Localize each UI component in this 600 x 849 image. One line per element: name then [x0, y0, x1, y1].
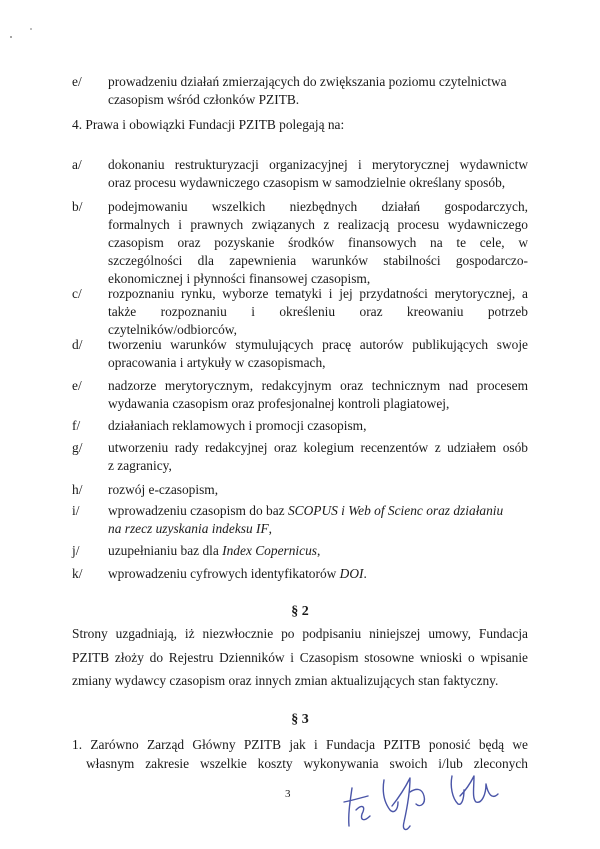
- list-text: ekonomicznej i płynności finansowej czasopism,: [108, 271, 371, 286]
- list-label: f/: [72, 418, 81, 433]
- initial-stroke: [383, 778, 410, 829]
- list-text: czytelników/odbiorców,: [108, 322, 237, 337]
- list-label: i/: [72, 503, 80, 518]
- list-label: e/: [72, 74, 82, 89]
- list-label: g/: [72, 440, 83, 455]
- list-label: b/: [72, 199, 83, 214]
- list-text: dokonaniu restrukturyzacji organizacyjnej i merytorycznej wydawnictw: [108, 157, 528, 172]
- section-heading: § 2: [291, 604, 309, 619]
- list-text: [108, 566, 367, 582]
- page-number: 3: [285, 788, 291, 800]
- list-text-plain: uzupełnianiu baz dla: [108, 543, 223, 558]
- list-label: h/: [72, 482, 83, 497]
- list-text: nadzorze merytorycznym, redakcyjnym oraz technicznym nad procesem: [108, 378, 528, 393]
- list-text-italic: Index Copernicus: [222, 543, 317, 558]
- list-text: [108, 503, 503, 519]
- list-text: wydawania czasopism oraz profesjonalnej kontroli plagiatowej,: [108, 396, 450, 411]
- section-heading: § 3: [291, 712, 309, 727]
- list-text: prowadzeniu działań zmierzających do zwiększania poziomu czytelnictwa: [108, 74, 507, 89]
- list-text-italic: na rzecz uzyskania indeksu IF: [108, 521, 269, 536]
- list-label: k/: [72, 566, 83, 581]
- list-text: czasopism oraz pozyskanie środków finansowych na te cele, w: [108, 235, 528, 250]
- list-text: opracowania i artykuły w czasopismach,: [108, 355, 326, 370]
- list-text: rozpoznaniu rynku, wyborze tematyki i jej przydatności merytorycznej, a: [108, 286, 528, 301]
- list-label: c/: [72, 286, 82, 301]
- paragraph-line: Strony uzgadniają, iż niezwłocznie po podpisaniu niniejszej umowy, Fundacja: [72, 626, 528, 641]
- paragraph-line: 1. Zarówno Zarząd Główny PZITB jak i Fundacja PZITB ponosić będą we: [72, 737, 528, 752]
- list-text-plain: .: [363, 566, 367, 581]
- list-text-plain: ,: [268, 521, 273, 536]
- list-text-italic: DOI: [339, 566, 364, 581]
- list-text: tworzeniu warunków stymulujących pracę autorów publikujących swoje: [108, 337, 528, 352]
- list-text: utworzeniu rady redakcyjnej oraz kolegium recenzentów z udziałem osób: [108, 440, 528, 455]
- paragraph-line: własnym zakresie wszelkie koszty wykonywania swoich i/lub zleconych: [86, 756, 528, 771]
- initial-stroke: [344, 788, 370, 826]
- paragraph-line: PZITB złoży do Rejestru Dzienników i Czasopism stosowne wnioski o wpisanie: [72, 650, 528, 665]
- list-text-plain: ,: [316, 543, 321, 558]
- list-text-plain: wprowadzeniu czasopism do baz: [108, 503, 288, 518]
- initial-stroke: [451, 776, 498, 804]
- list-text-italic: SCOPUS i Web of Scienc oraz działaniu: [287, 503, 504, 518]
- scan-speck: [30, 28, 32, 30]
- handwritten-initials: [340, 770, 510, 840]
- list-text: oraz procesu wydawniczego czasopism w samodzielnie określany sposób,: [108, 175, 506, 190]
- list-text-plain: wprowadzeniu cyfrowych identyfikatorów: [108, 566, 340, 581]
- list-text: działaniach reklamowych i promocji czasopism,: [108, 418, 367, 433]
- list-text: czasopism wśród członków PZITB.: [108, 92, 300, 107]
- list-label: j/: [72, 543, 80, 558]
- list-text: [108, 521, 272, 537]
- list-text: podejmowaniu wszelkich niezbędnych działań gospodarczych,: [108, 199, 528, 214]
- list-text: szczególności dla zapewnienia warunków stabilności gospodarczo-: [108, 253, 528, 268]
- paragraph-line: zmiany wydawcy czasopism oraz innych zmian aktualizujących stan faktyczny.: [72, 673, 499, 688]
- list-text: formalnych i prawnych związanych z realizacją procesu wydawniczego: [108, 217, 528, 232]
- scan-speck: [10, 36, 12, 38]
- list-text: także rozpoznaniu i określeniu oraz kreowaniu potrzeb: [108, 304, 528, 319]
- list-label: d/: [72, 337, 83, 352]
- initial-stroke: [410, 789, 424, 805]
- list-label: e/: [72, 378, 82, 393]
- point-heading: 4. Prawa i obowiązki Fundacji PZITB polegają na:: [72, 117, 345, 132]
- list-text: rozwój e-czasopism,: [108, 482, 219, 497]
- list-text: [108, 543, 320, 559]
- list-label: a/: [72, 157, 82, 172]
- list-text: z zagranicy,: [108, 458, 172, 473]
